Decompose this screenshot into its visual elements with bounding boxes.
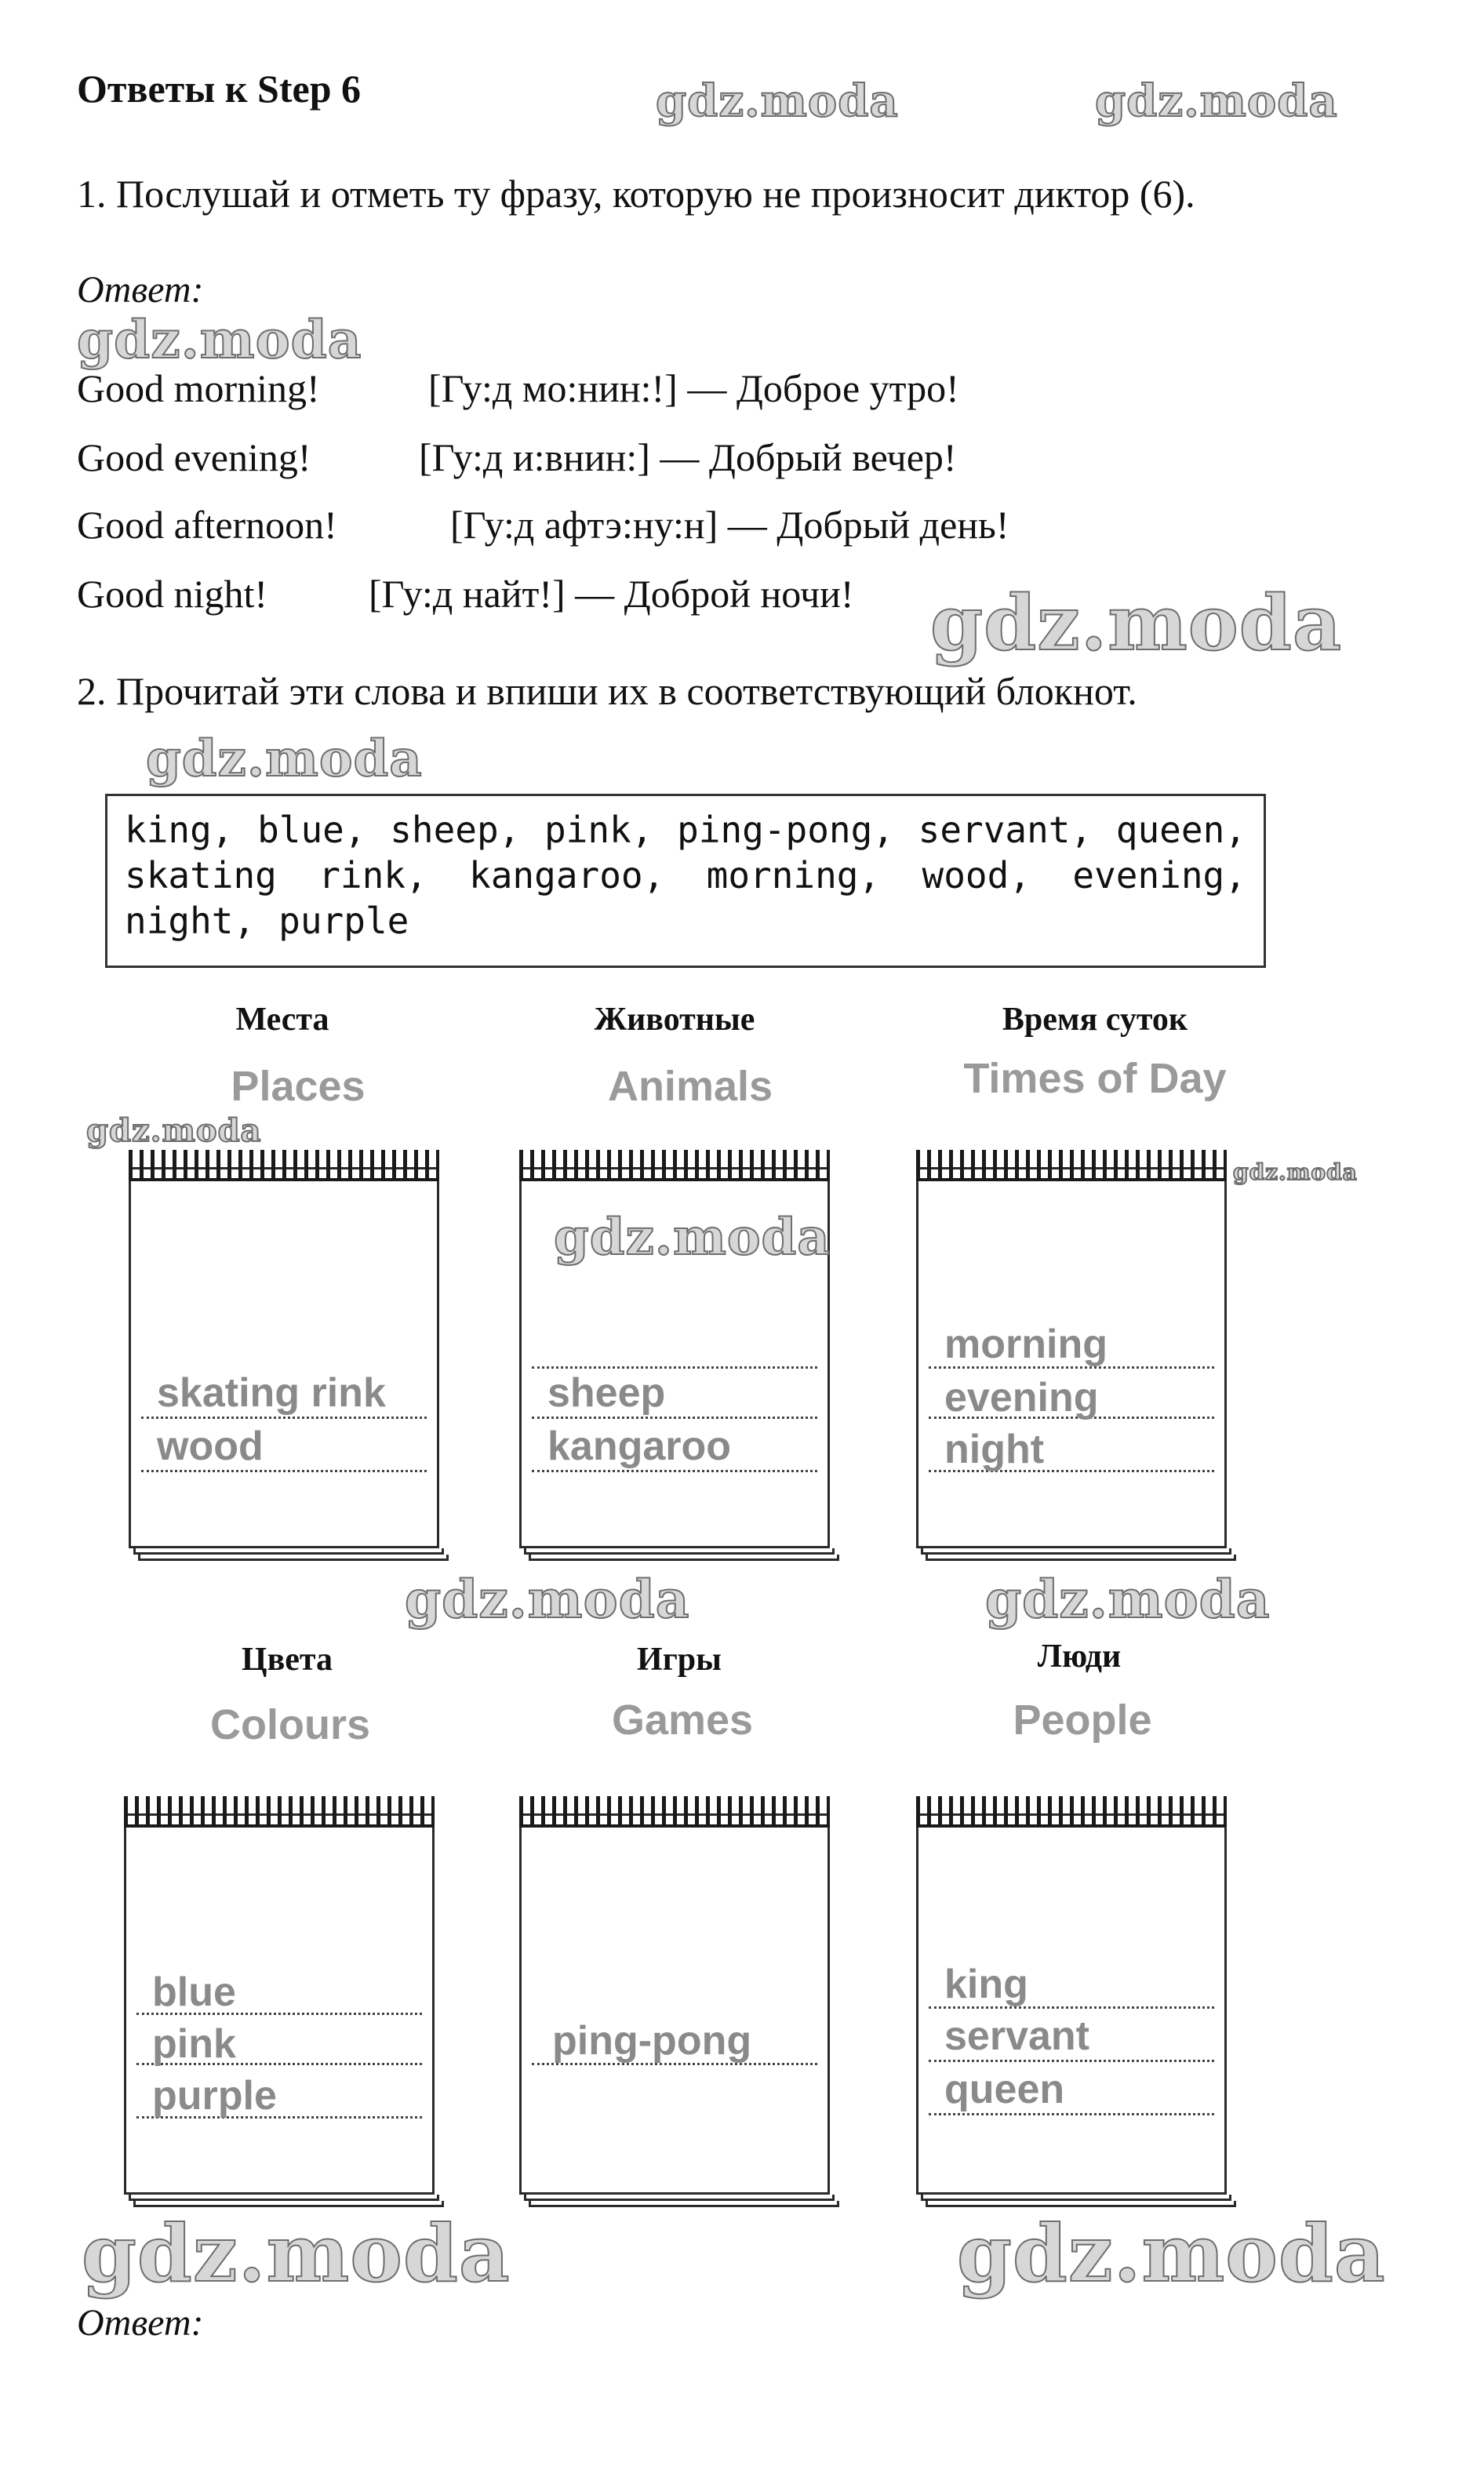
spiral-binding bbox=[916, 1150, 1227, 1181]
phrase-translation: [Гу:д афтэ:ну:н] — Добрый день! bbox=[450, 503, 1009, 547]
word: servant, bbox=[918, 809, 1093, 851]
category-ru-title: Цвета bbox=[241, 1642, 333, 1678]
watermark: gdz.moda bbox=[985, 1569, 1271, 1630]
category-ru-title: Люди bbox=[1037, 1639, 1122, 1675]
notebook-entry: pink bbox=[152, 2021, 236, 2067]
word-line bbox=[125, 853, 1246, 898]
spiral-binding bbox=[124, 1796, 435, 1828]
category-ru-title: Места bbox=[235, 1002, 329, 1038]
phrase-row bbox=[77, 366, 959, 411]
category-en-title: Colours bbox=[209, 1701, 370, 1748]
word: wood, bbox=[922, 854, 1031, 897]
notebook-entry: ping-pong bbox=[552, 2018, 752, 2064]
category-en-title: Games bbox=[611, 1697, 754, 1744]
notebook-games bbox=[513, 1796, 842, 2212]
watermark: gdz.moda bbox=[86, 1112, 262, 1149]
notebook-entry: purple bbox=[152, 2073, 277, 2119]
word: kangaroo, bbox=[469, 854, 665, 897]
word: morning, bbox=[706, 854, 881, 897]
category-ru-title: Игры bbox=[637, 1642, 722, 1678]
word-line bbox=[125, 807, 1246, 853]
word-list-box bbox=[105, 794, 1266, 968]
phrase-row bbox=[77, 435, 957, 480]
word: blue, bbox=[257, 809, 366, 851]
watermark: gdz.moda bbox=[146, 729, 423, 788]
notebook-entry: night bbox=[944, 1427, 1045, 1472]
page-heading: Ответы к Step 6 bbox=[77, 67, 362, 111]
category-ru-title: Время суток bbox=[1002, 1002, 1188, 1038]
notebook-entry: king bbox=[944, 1962, 1028, 2007]
spiral-binding bbox=[519, 1150, 830, 1181]
notebook-entry: queen bbox=[944, 2067, 1065, 2112]
watermark: gdz.moda bbox=[77, 309, 362, 370]
word: ping-pong, bbox=[677, 809, 895, 851]
watermark: gdz.moda bbox=[957, 2207, 1386, 2300]
word: evening, bbox=[1072, 854, 1246, 897]
word: king, bbox=[125, 809, 234, 851]
word: purple bbox=[278, 900, 409, 942]
category-en-title: People bbox=[1013, 1697, 1152, 1744]
category-en-title: Times of Day bbox=[963, 1055, 1227, 1102]
phrase-translation: [Гу:д мо:нин:!] — Доброе утро! bbox=[428, 366, 959, 410]
notebook-page bbox=[129, 1167, 439, 1548]
watermark: gdz.moda bbox=[82, 2207, 511, 2300]
answer-label: Ответ: bbox=[77, 2302, 204, 2344]
category-en-title: Places bbox=[231, 1063, 366, 1110]
word: pink, bbox=[544, 809, 653, 851]
watermark: gdz.moda bbox=[656, 75, 899, 127]
word-line bbox=[125, 898, 1246, 944]
notebook-entry: skating rink bbox=[157, 1370, 386, 1416]
word: rink, bbox=[318, 854, 427, 897]
notebook-entry: evening bbox=[944, 1375, 1099, 1420]
notebook-times-of-day bbox=[910, 1150, 1239, 1566]
phrase-row bbox=[77, 502, 1009, 547]
watermark: gdz.moda bbox=[1233, 1159, 1358, 1185]
notebook-people bbox=[910, 1796, 1239, 2212]
word: night, bbox=[125, 900, 256, 942]
spiral-binding bbox=[916, 1796, 1227, 1828]
category-en-title: Animals bbox=[607, 1063, 773, 1110]
task2-text: 2. Прочитай эти слова и впиши их в соответствующий блокнот. bbox=[77, 669, 1137, 713]
phrase-en: Good morning! bbox=[77, 366, 320, 410]
phrase-en: Good night! bbox=[77, 572, 268, 616]
word: queen, bbox=[1115, 809, 1246, 851]
word: skating bbox=[125, 854, 277, 897]
notebook-entry: servant bbox=[944, 2013, 1089, 2059]
word: sheep, bbox=[390, 809, 521, 851]
phrase-en: Good afternoon! bbox=[77, 503, 337, 547]
spiral-binding bbox=[129, 1150, 439, 1181]
task1-text: 1. Послушай и отметь ту фразу, которую не произносит диктор (6). bbox=[77, 172, 1195, 216]
phrase-en: Good evening! bbox=[77, 435, 311, 479]
notebook-entry: blue bbox=[152, 1970, 236, 2015]
notebook-entry: sheep bbox=[547, 1370, 666, 1416]
watermark: gdz.moda bbox=[930, 579, 1343, 667]
watermark: gdz.moda bbox=[1095, 75, 1338, 127]
phrase-translation: [Гу:д найт!] — Доброй ночи! bbox=[369, 572, 854, 616]
notebook-places bbox=[122, 1150, 452, 1566]
notebook-page bbox=[519, 1813, 830, 2195]
notebook-entry: wood bbox=[157, 1424, 264, 1469]
notebook-entry: morning bbox=[944, 1322, 1108, 1367]
notebook-entry: kangaroo bbox=[547, 1424, 732, 1469]
notebook-colours bbox=[118, 1796, 447, 2212]
category-ru-title: Животные bbox=[594, 1002, 755, 1038]
answer-label: Ответ: bbox=[77, 269, 204, 311]
phrase-translation: [Гу:д и:внин:] — Добрый вечер! bbox=[419, 435, 957, 479]
watermark: gdz.moda bbox=[405, 1569, 690, 1630]
spiral-binding bbox=[519, 1796, 830, 1828]
watermark: gdz.moda bbox=[554, 1208, 831, 1267]
phrase-row bbox=[77, 571, 854, 616]
